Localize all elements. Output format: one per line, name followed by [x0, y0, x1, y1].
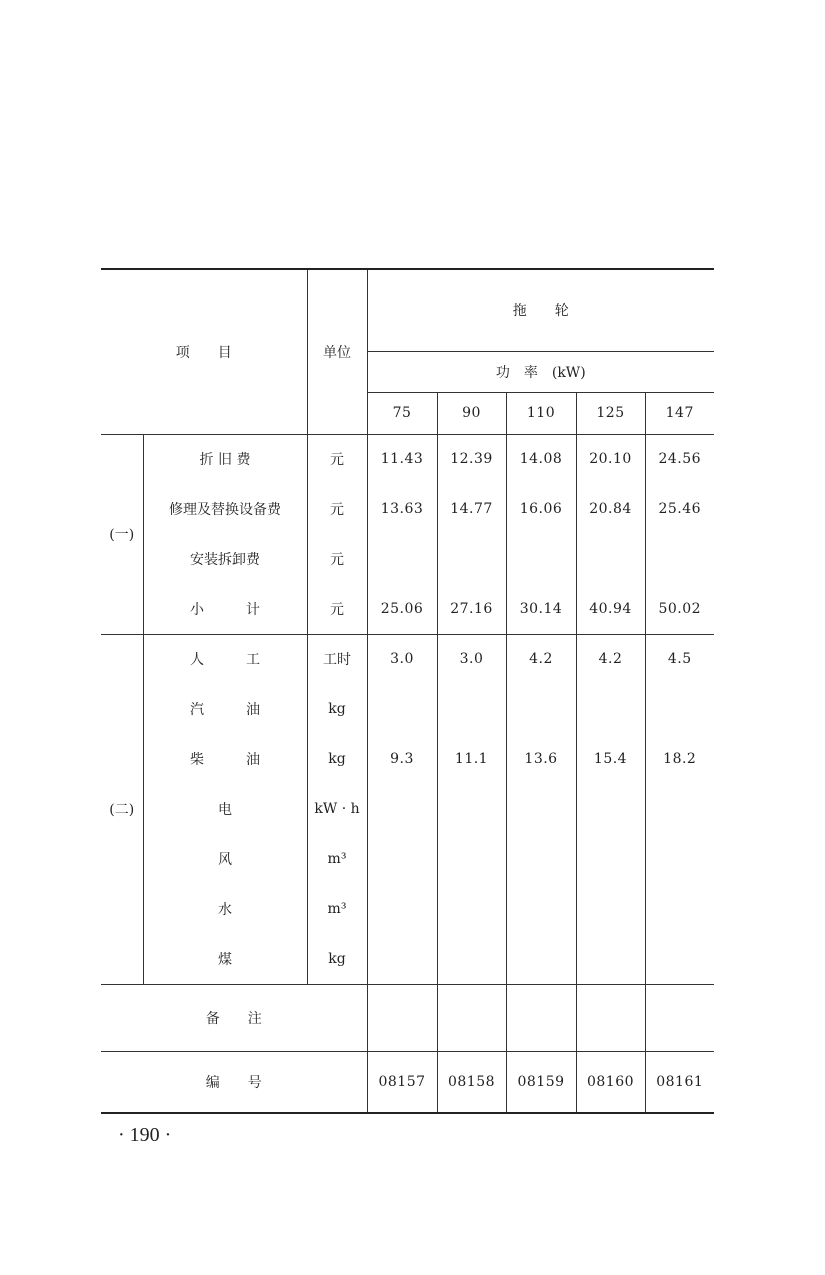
table-cell: 30.14	[506, 584, 576, 634]
table-cell: 14.77	[437, 484, 506, 534]
group1-label: (一)	[101, 434, 143, 634]
row-gasoline-item: 汽 油	[143, 684, 307, 734]
table-cell: 12.39	[437, 434, 506, 484]
table-cell: 40.94	[576, 584, 645, 634]
code-cell: 08157	[367, 1051, 437, 1113]
power-90: 90	[437, 392, 506, 434]
table-cell: 25.06	[367, 584, 437, 634]
table-cell	[437, 534, 506, 584]
row-electricity-item: 电	[143, 784, 307, 834]
table-cell	[506, 934, 576, 984]
table-cell	[437, 834, 506, 884]
table-cell	[576, 684, 645, 734]
table-cell: 18.2	[645, 734, 714, 784]
table-cell	[506, 834, 576, 884]
table-cell: 15.4	[576, 734, 645, 784]
table-cell: 4.2	[576, 634, 645, 684]
row-install-item: 安装拆卸费	[143, 534, 307, 584]
row-labor-item: 人 工	[143, 634, 307, 684]
table-cell	[576, 884, 645, 934]
row-coal-unit: kg	[307, 934, 367, 984]
table-cell	[506, 984, 576, 1051]
header-power-cell	[367, 351, 714, 392]
power-75: 75	[367, 392, 437, 434]
row-repair-unit: 元	[307, 484, 367, 534]
table-cell	[437, 884, 506, 934]
table-cell	[645, 684, 714, 734]
table-cell	[506, 884, 576, 934]
row-depreciation-unit: 元	[307, 434, 367, 484]
table-cell: 11.43	[367, 434, 437, 484]
power-125: 125	[576, 392, 645, 434]
row-air-item: 风	[143, 834, 307, 884]
table-cell: 3.0	[367, 634, 437, 684]
code-cell: 08161	[645, 1051, 714, 1113]
code-cell: 08158	[437, 1051, 506, 1113]
header-item-label: 项 目	[175, 344, 232, 361]
table-cell: 20.10	[576, 434, 645, 484]
header-power-label: 功 率 (kW)	[495, 364, 586, 381]
table-cell	[367, 934, 437, 984]
table-cell	[576, 934, 645, 984]
table-cell: 11.1	[437, 734, 506, 784]
table-cell: 13.63	[367, 484, 437, 534]
table-cell: 13.6	[506, 734, 576, 784]
table-cell: 25.46	[645, 484, 714, 534]
row-air-unit: m³	[307, 834, 367, 884]
table-cell: 24.56	[645, 434, 714, 484]
table-cell: 3.0	[437, 634, 506, 684]
table-cell	[437, 984, 506, 1051]
table-cell	[367, 834, 437, 884]
remarks-label: 备 注	[101, 984, 367, 1051]
row-subtotal-unit: 元	[307, 584, 367, 634]
table-cell	[576, 834, 645, 884]
header-unit-cell	[307, 269, 367, 434]
page-number: · 190 ·	[118, 1124, 172, 1146]
table-cell	[367, 784, 437, 834]
table-cell: 9.3	[367, 734, 437, 784]
header-item-cell	[101, 269, 307, 434]
table-cell	[645, 984, 714, 1051]
table-cell	[645, 784, 714, 834]
row-diesel-item: 柴 油	[143, 734, 307, 784]
table-cell: 4.2	[506, 634, 576, 684]
row-repair-item: 修理及替换设备费	[143, 484, 307, 534]
code-cell: 08160	[576, 1051, 645, 1113]
table-cell	[645, 934, 714, 984]
table-cell	[645, 534, 714, 584]
row-depreciation-item: 折 旧 费	[143, 434, 307, 484]
table-cell	[367, 984, 437, 1051]
row-subtotal-item: 小 计	[143, 584, 307, 634]
header-unit-label: 单位	[323, 344, 351, 361]
table-cell	[645, 834, 714, 884]
table-cell: 14.08	[506, 434, 576, 484]
table-cell	[645, 884, 714, 934]
group2-label: (二)	[101, 634, 143, 984]
table-cell: 27.16	[437, 584, 506, 634]
header-machine-cell	[367, 269, 714, 351]
table-cell	[367, 534, 437, 584]
row-water-item: 水	[143, 884, 307, 934]
row-coal-item: 煤	[143, 934, 307, 984]
row-labor-unit: 工时	[307, 634, 367, 684]
table-cell: 4.5	[645, 634, 714, 684]
row-water-unit: m³	[307, 884, 367, 934]
table-cell: 16.06	[506, 484, 576, 534]
table-cell	[576, 534, 645, 584]
table-cell	[506, 684, 576, 734]
table-cell: 50.02	[645, 584, 714, 634]
table-cell	[437, 934, 506, 984]
power-110: 110	[506, 392, 576, 434]
table-cell	[437, 684, 506, 734]
header-machine-name: 拖 轮	[512, 303, 569, 320]
code-cell: 08159	[506, 1051, 576, 1113]
table-cell	[367, 884, 437, 934]
row-diesel-unit: kg	[307, 734, 367, 784]
table-cell	[576, 984, 645, 1051]
table-cell	[576, 784, 645, 834]
table-cell	[506, 534, 576, 584]
table-cell	[506, 784, 576, 834]
row-electricity-unit: kW · h	[307, 784, 367, 834]
machine-cost-table	[101, 268, 714, 1114]
codes-label: 编 号	[101, 1051, 367, 1113]
power-147: 147	[645, 392, 714, 434]
table-cell	[367, 684, 437, 734]
row-install-unit: 元	[307, 534, 367, 584]
table-cell: 20.84	[576, 484, 645, 534]
table-cell	[437, 784, 506, 834]
row-gasoline-unit: kg	[307, 684, 367, 734]
